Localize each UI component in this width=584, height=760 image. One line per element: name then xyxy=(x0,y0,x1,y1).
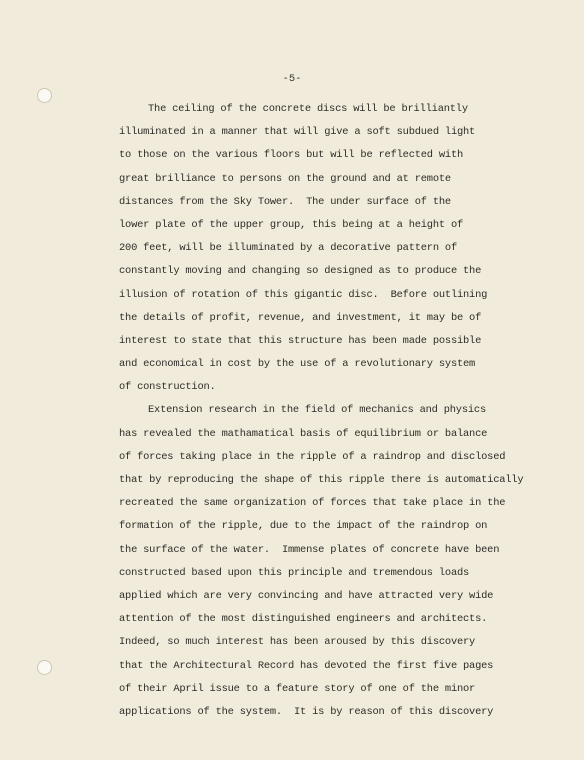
text-line: interest to state that this structure has been made possible xyxy=(119,334,482,347)
text-line: lower plate of the upper group, this being at a height of xyxy=(119,218,464,231)
page-number: -5- xyxy=(282,73,302,85)
text-line: illuminated in a manner that will give a soft subdued light xyxy=(119,126,476,139)
text-line: recreated the same organization of forces that take place in the xyxy=(119,497,506,510)
text-line: 200 feet, will be illuminated by a decorative pattern of xyxy=(119,242,457,255)
text-line: great brilliance to persons on the ground and at remote xyxy=(119,172,451,185)
punch-hole-top xyxy=(37,88,52,103)
text-line: illusion of rotation of this gigantic disc. Before outlining xyxy=(119,288,488,301)
text-line: The ceiling of the concrete discs will be brilliantly xyxy=(148,103,468,115)
text-line: the details of profit, revenue, and investment, it may be of xyxy=(119,311,482,324)
text-line: that by reproducing the shape of this ripple there is automatically xyxy=(119,474,524,486)
text-line: the surface of the water. Immense plates of concrete have been xyxy=(119,543,500,556)
text-line: applied which are very convincing and have attracted very wide xyxy=(119,589,494,602)
text-line: and economical in cost by the use of a revolutionary system xyxy=(119,358,476,371)
text-line: has revealed the mathamatical basis of equilibrium or balance xyxy=(119,427,488,440)
text-line: attention of the most distinguished engineers and architects. xyxy=(119,613,488,626)
body-text xyxy=(119,98,524,724)
text-line: constantly moving and changing so designed as to produce the xyxy=(119,265,482,278)
text-line: that the Architectural Record has devoted the first five pages xyxy=(119,659,494,672)
text-line: of their April issue to a feature story of one of the minor xyxy=(119,682,476,695)
text-line: Extension research in the field of mechanics and physics xyxy=(148,404,486,417)
text-line: applications of the system. It is by reason of this discovery xyxy=(119,705,494,718)
text-line: formation of the ripple, due to the impact of the raindrop on xyxy=(119,520,488,533)
punch-hole-bottom xyxy=(37,660,52,675)
text-line: to those on the various floors but will be reflected with xyxy=(119,149,464,162)
text-line: distances from the Sky Tower. The under surface of the xyxy=(119,195,451,208)
text-line: of forces taking place in the ripple of a raindrop and disclosed xyxy=(119,450,506,463)
text-line: Indeed, so much interest has been aroused by this discovery xyxy=(119,636,476,649)
text-line: of construction. xyxy=(119,381,216,394)
paragraph-2 xyxy=(119,399,524,724)
text-line: constructed based upon this principle and tremendous loads xyxy=(119,566,470,579)
paragraph-1 xyxy=(119,98,519,399)
